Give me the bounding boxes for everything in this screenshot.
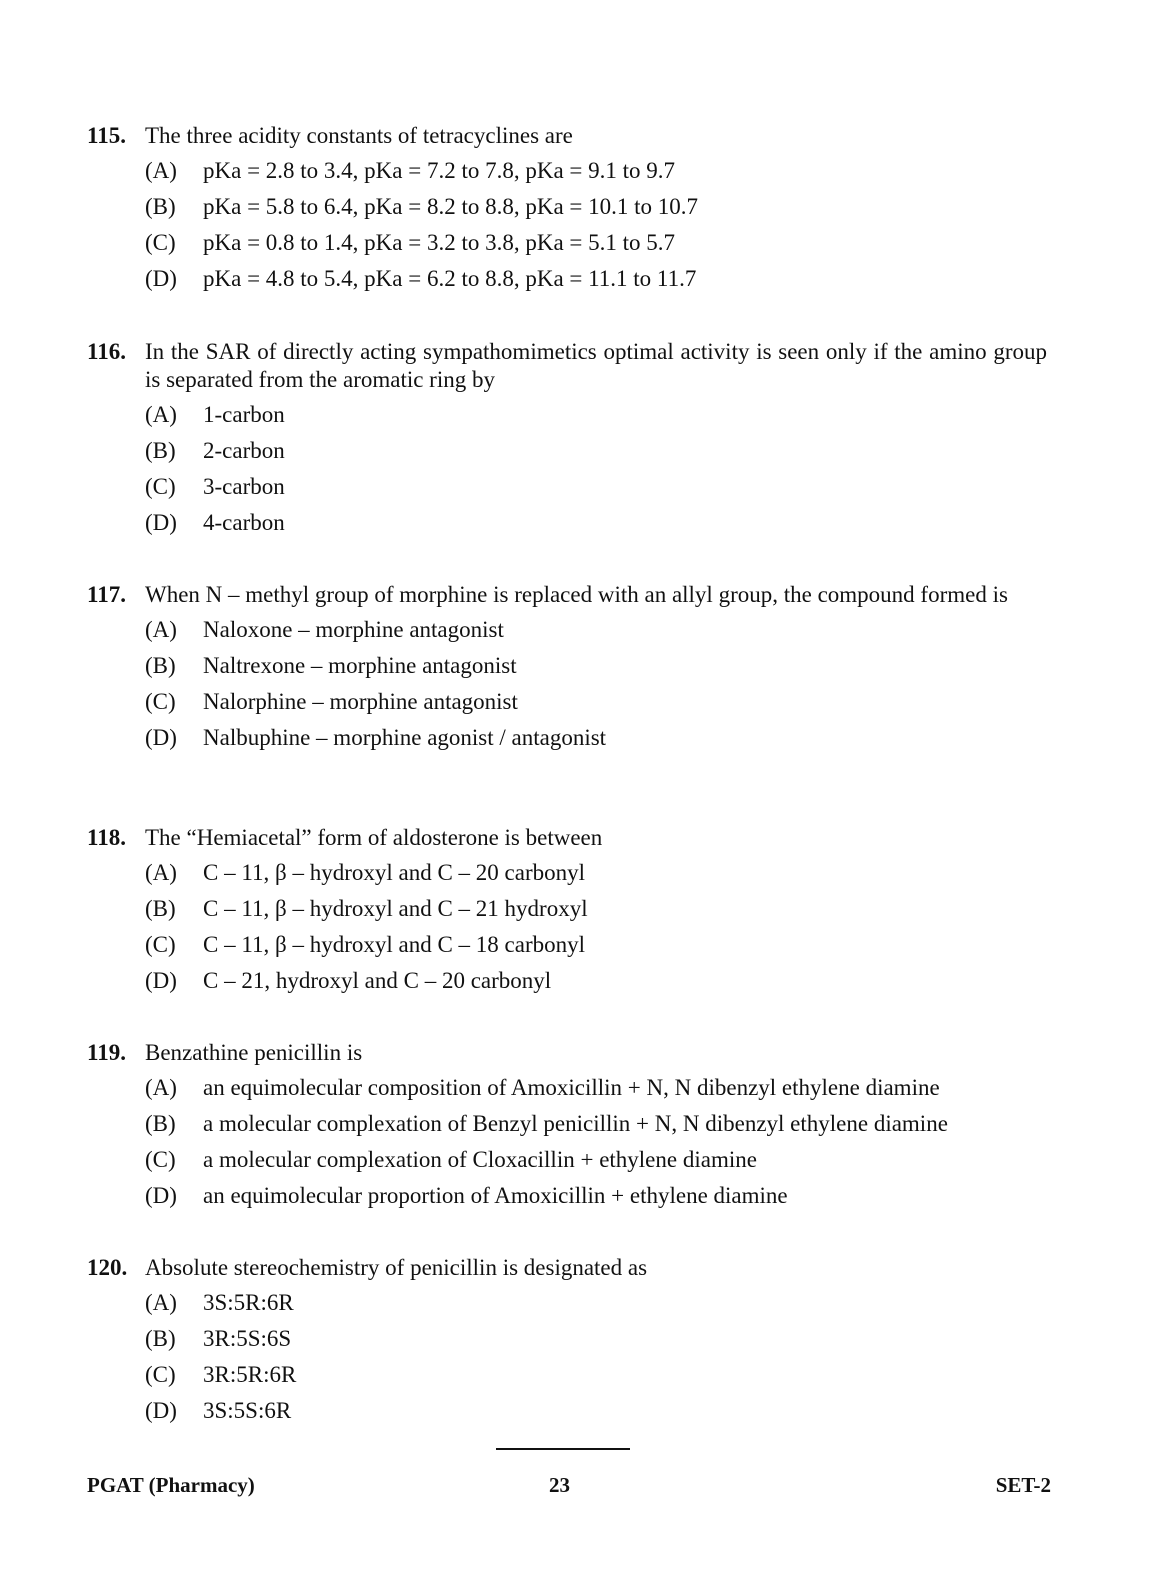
option-label: (B) xyxy=(145,1326,176,1351)
question-text: When N – methyl group of morphine is replaced with an allyl group, the compound formed is xyxy=(145,582,1008,607)
question-118 xyxy=(87,824,1047,1003)
option-label: (D) xyxy=(145,1183,177,1208)
option-a xyxy=(145,1289,1047,1325)
question-stem xyxy=(87,1039,1047,1067)
option-a xyxy=(145,616,1047,652)
option-label: (A) xyxy=(145,1075,177,1100)
option-text: 3S:5R:6R xyxy=(203,1290,294,1315)
option-text: C – 21, hydroxyl and C – 20 carbonyl xyxy=(203,968,552,993)
option-b xyxy=(145,437,1047,473)
option-text: 2-carbon xyxy=(203,438,285,463)
option-c xyxy=(145,1146,1047,1182)
option-label: (C) xyxy=(145,932,176,957)
option-b xyxy=(145,895,1047,931)
question-text: In the SAR of directly acting sympathomimetics optimal activity is seen only if the amino group is separated from the aromatic ring by xyxy=(145,339,1047,392)
question-number: 116. xyxy=(87,339,126,364)
option-text: 3R:5S:6S xyxy=(203,1326,292,1351)
question-120 xyxy=(87,1254,1047,1433)
question-stem xyxy=(87,338,1047,394)
option-text: a molecular complexation of Cloxacillin + ethylene diamine xyxy=(203,1147,757,1172)
question-text: The “Hemiacetal” form of aldosterone is between xyxy=(145,825,603,850)
option-d xyxy=(145,1397,1047,1433)
option-text: 4-carbon xyxy=(203,510,285,535)
option-label: (A) xyxy=(145,158,177,183)
question-stem xyxy=(87,1254,1047,1282)
option-text: Naloxone – morphine antagonist xyxy=(203,617,504,642)
footer-exam-title: PGAT (Pharmacy) xyxy=(87,1473,255,1497)
option-d xyxy=(145,967,1047,1003)
options-list xyxy=(87,1289,1047,1433)
option-label: (D) xyxy=(145,968,177,993)
option-label: (B) xyxy=(145,653,176,678)
option-b xyxy=(145,652,1047,688)
option-label: (C) xyxy=(145,474,176,499)
option-c xyxy=(145,931,1047,967)
option-text: pKa = 0.8 to 1.4, pKa = 3.2 to 3.8, pKa = 5.1 to 5.7 xyxy=(203,230,676,255)
option-c xyxy=(145,473,1047,509)
question-117 xyxy=(87,581,1047,760)
option-text: C – 11, β – hydroxyl and C – 20 carbonyl xyxy=(203,860,586,885)
question-119 xyxy=(87,1039,1047,1218)
option-label: (C) xyxy=(145,1147,176,1172)
option-label: (C) xyxy=(145,1362,176,1387)
option-text: 3-carbon xyxy=(203,474,285,499)
question-text: Benzathine penicillin is xyxy=(145,1040,363,1065)
option-label: (C) xyxy=(145,689,176,714)
options-list xyxy=(87,859,1047,1003)
option-label: (C) xyxy=(145,230,176,255)
option-label: (A) xyxy=(145,1290,177,1315)
options-list xyxy=(87,1074,1047,1218)
option-text: Nalbuphine – morphine agonist / antagonist xyxy=(203,725,607,750)
question-text: Absolute stereochemistry of penicillin is designated as xyxy=(145,1255,648,1280)
option-text: Nalorphine – morphine antagonist xyxy=(203,689,518,714)
option-a xyxy=(145,859,1047,895)
option-text: 3S:5S:6R xyxy=(203,1398,292,1423)
question-text: The three acidity constants of tetracyclines are xyxy=(145,123,573,148)
option-text: a molecular complexation of Benzyl penicillin + N, N dibenzyl ethylene diamine xyxy=(203,1111,948,1136)
option-d xyxy=(145,1182,1047,1218)
option-a xyxy=(145,1074,1047,1110)
option-c xyxy=(145,229,1047,265)
option-label: (B) xyxy=(145,194,176,219)
option-d xyxy=(145,509,1047,545)
question-116 xyxy=(87,338,1047,545)
option-text: 1-carbon xyxy=(203,402,285,427)
options-list xyxy=(87,401,1047,545)
option-b xyxy=(145,1110,1047,1146)
option-label: (A) xyxy=(145,860,177,885)
question-number: 118. xyxy=(87,825,126,850)
option-text: pKa = 4.8 to 5.4, pKa = 6.2 to 8.8, pKa = 11.1 to 11.7 xyxy=(203,266,697,291)
option-label: (D) xyxy=(145,510,177,535)
option-c xyxy=(145,688,1047,724)
question-stem xyxy=(87,824,1047,852)
question-number: 115. xyxy=(87,123,126,148)
option-label: (B) xyxy=(145,896,176,921)
option-label: (A) xyxy=(145,402,177,427)
option-label: (D) xyxy=(145,725,177,750)
footer-page-number: 23 xyxy=(549,1473,570,1497)
options-list xyxy=(87,616,1047,760)
option-label: (B) xyxy=(145,1111,176,1136)
option-a xyxy=(145,157,1047,193)
option-text: Naltrexone – morphine antagonist xyxy=(203,653,517,678)
question-number: 119. xyxy=(87,1040,126,1065)
end-of-page-rule xyxy=(496,1448,630,1450)
option-text: 3R:5R:6R xyxy=(203,1362,297,1387)
option-b xyxy=(145,193,1047,229)
option-text: C – 11, β – hydroxyl and C – 21 hydroxyl xyxy=(203,896,588,921)
question-number: 120. xyxy=(87,1255,128,1280)
question-115 xyxy=(87,122,1047,301)
option-text: pKa = 2.8 to 3.4, pKa = 7.2 to 7.8, pKa = 9.1 to 9.7 xyxy=(203,158,676,183)
option-text: an equimolecular proportion of Amoxicillin + ethylene diamine xyxy=(203,1183,788,1208)
footer-set-label: SET-2 xyxy=(995,1473,1051,1497)
question-number: 117. xyxy=(87,582,126,607)
option-text: pKa = 5.8 to 6.4, pKa = 8.2 to 8.8, pKa = 10.1 to 10.7 xyxy=(203,194,699,219)
question-stem xyxy=(87,122,1047,150)
question-stem xyxy=(87,581,1047,609)
option-c xyxy=(145,1361,1047,1397)
option-d xyxy=(145,265,1047,301)
option-b xyxy=(145,1325,1047,1361)
option-label: (D) xyxy=(145,266,177,291)
options-list xyxy=(87,157,1047,301)
option-label: (B) xyxy=(145,438,176,463)
option-d xyxy=(145,724,1047,760)
option-text: an equimolecular composition of Amoxicillin + N, N dibenzyl ethylene diamine xyxy=(203,1075,940,1100)
option-text: C – 11, β – hydroxyl and C – 18 carbonyl xyxy=(203,932,586,957)
option-a xyxy=(145,401,1047,437)
option-label: (D) xyxy=(145,1398,177,1423)
option-label: (A) xyxy=(145,617,177,642)
